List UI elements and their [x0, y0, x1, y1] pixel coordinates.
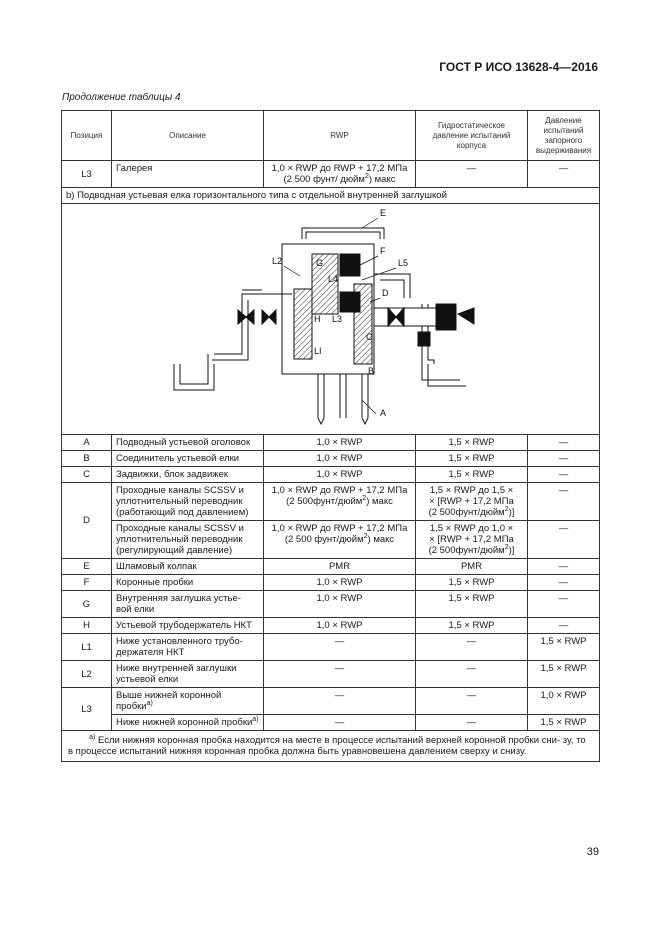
cell-shutoff: 1,5 × RWP	[528, 715, 600, 731]
cell-pos: C	[62, 467, 112, 483]
cell-desc: Проходные каналы SCSSV и уплотнительный переводник (работающий под давлением)	[112, 483, 264, 521]
cell-rwp: —	[264, 715, 416, 731]
cell-hydro: 1,5 × RWP	[416, 575, 528, 591]
col-header-hydro: Гидростатическое давление испытаний корпуса	[416, 111, 528, 161]
horizontal-tree-diagram	[62, 204, 598, 434]
fig-label-l4: L4	[328, 274, 339, 284]
table-row	[62, 661, 600, 688]
cell-desc: Устьевой трубодержатель НКТ	[112, 618, 264, 634]
cell-desc: Ниже внутренней заглушки устьевой елки	[112, 661, 264, 688]
cell-rwp: 1,0 × RWP	[264, 435, 416, 451]
cell-shutoff: 1,5 × RWP	[528, 634, 600, 661]
cell-hydro: 1,5 × RWP	[416, 451, 528, 467]
cell-rwp: 1,0 × RWP	[264, 451, 416, 467]
fig-label-f: F	[380, 246, 386, 256]
footnote-row	[62, 731, 600, 762]
cell-rwp: 1,0 × RWP	[264, 575, 416, 591]
figure-row	[62, 204, 600, 435]
col-header-position: Позиция	[62, 111, 112, 161]
cell-desc: Коронные пробки	[112, 575, 264, 591]
cell-pos: H	[62, 618, 112, 634]
cell-rwp: PMR	[264, 559, 416, 575]
cell-hydro: 1,5 × RWP до 1,5 × × [RWP + 17,2 МПа (2 500фунт/дюйм$^2$)]	[416, 483, 528, 521]
section-b-title: b) Подводная устьевая елка горизонтального типа с отдельной внутренней заглушкой	[62, 188, 600, 204]
fig-label-l2: L2	[272, 256, 283, 266]
cell-rwp: 1,0 × RWP	[264, 467, 416, 483]
cell-pos: B	[62, 451, 112, 467]
cell-pos: L3	[62, 161, 112, 188]
table-row	[62, 483, 600, 521]
cell-shutoff: —	[528, 161, 600, 188]
cell-hydro: —	[416, 161, 528, 188]
cell-shutoff: —	[528, 521, 600, 559]
table-header-row	[62, 111, 600, 161]
fig-label-h: H	[314, 314, 321, 324]
table-row	[62, 161, 600, 188]
cell-rwp: 1,0 × RWP до RWP + 17,2 МПа (2 500 фунт/дюйм$^2$) макс	[264, 521, 416, 559]
cell-rwp: —	[264, 634, 416, 661]
fig-label-b: B	[368, 366, 375, 376]
col-header-description: Описание	[112, 111, 264, 161]
cell-hydro: —	[416, 715, 528, 731]
test-pressure-table	[61, 110, 600, 762]
cell-hydro: 1,5 × RWP	[416, 591, 528, 618]
cell-shutoff: —	[528, 483, 600, 521]
cell-shutoff: —	[528, 575, 600, 591]
cell-shutoff: —	[528, 451, 600, 467]
cell-rwp: —	[264, 688, 416, 715]
table-row	[62, 559, 600, 575]
cell-pos: F	[62, 575, 112, 591]
cell-desc: Шламовый колпак	[112, 559, 264, 575]
fig-label-c: C	[366, 332, 373, 342]
table-row	[62, 451, 600, 467]
table-row	[62, 467, 600, 483]
cell-desc: Подводный устьевой оголовок	[112, 435, 264, 451]
table-row	[62, 591, 600, 618]
cell-pos: G	[62, 591, 112, 618]
cell-shutoff: —	[528, 467, 600, 483]
col-header-rwp: RWP	[264, 111, 416, 161]
fig-label-e: E	[380, 208, 387, 218]
cell-rwp: —	[264, 661, 416, 688]
cell-hydro: 1,5 × RWP	[416, 467, 528, 483]
cell-pos: A	[62, 435, 112, 451]
cell-shutoff: —	[528, 591, 600, 618]
fig-label-d: D	[382, 288, 389, 298]
cell-rwp: 1,0 × RWP	[264, 591, 416, 618]
cell-rwp: 1,0 × RWP до RWP + 17,2 МПа (2 500 фунт/ дюйм$^2$) макс	[264, 161, 416, 188]
cell-pos: L3	[62, 688, 112, 731]
cell-shutoff: 1,5 × RWP	[528, 661, 600, 688]
cell-rwp: 1,0 × RWP до RWP + 17,2 МПа (2 500фунт/дюйм$^2$) макс	[264, 483, 416, 521]
cell-hydro: 1,5 × RWP до 1,0 × × [RWP + 17,2 МПа (2 500фунт/дюйм$^2$)]	[416, 521, 528, 559]
table-row	[62, 618, 600, 634]
cell-hydro: —	[416, 688, 528, 715]
section-row	[62, 188, 600, 204]
cell-rwp: 1,0 × RWP	[264, 618, 416, 634]
table-row	[62, 715, 600, 731]
fig-label-l5: L5	[398, 258, 409, 268]
cell-desc: Галерея	[112, 161, 264, 188]
cell-hydro: —	[416, 634, 528, 661]
cell-pos: D	[62, 483, 112, 559]
tree-diagram-cell	[62, 204, 600, 435]
cell-desc: Проходные каналы SCSSV и уплотнительный переводник (регулирующий давление)	[112, 521, 264, 559]
fig-label-l3: L3	[332, 314, 343, 324]
table-row	[62, 435, 600, 451]
table-row	[62, 634, 600, 661]
table-footnote: $^{a)}$ Если нижняя коронная пробка находится на месте в процессе испытаний верхней коронной пробки сни- зу, то в процессе испытаний нижняя коронная пробка должна быть уравновешена давлением сверху и снизу.	[62, 731, 600, 762]
cell-desc: Выше нижней коронной пробки$^{a)}$	[112, 688, 264, 715]
cell-hydro: 1,5 × RWP	[416, 618, 528, 634]
table-continuation-label: Продолжение таблицы 4	[62, 92, 181, 103]
col-header-shutoff: Давление испытаний запорного выдерживания	[528, 111, 600, 161]
cell-hydro: —	[416, 661, 528, 688]
cell-shutoff: —	[528, 559, 600, 575]
cell-hydro: 1,5 × RWP	[416, 435, 528, 451]
cell-shutoff: —	[528, 435, 600, 451]
cell-pos: E	[62, 559, 112, 575]
cell-pos: L2	[62, 661, 112, 688]
table-row	[62, 575, 600, 591]
fig-label-a: A	[380, 408, 387, 418]
cell-shutoff: —	[528, 618, 600, 634]
fig-label-li: LI	[314, 346, 322, 356]
cell-desc: Ниже нижней коронной пробки$^{a)}$	[112, 715, 264, 731]
cell-shutoff: 1,0 × RWP	[528, 688, 600, 715]
cell-desc: Соединитель устьевой елки	[112, 451, 264, 467]
cell-desc: Внутренняя заглушка устье- вой елки	[112, 591, 264, 618]
standard-header: ГОСТ Р ИСО 13628-4—2016	[439, 60, 598, 74]
cell-pos: L1	[62, 634, 112, 661]
table-row	[62, 688, 600, 715]
cell-desc: Ниже установленного трубо- держателя НКТ	[112, 634, 264, 661]
page-number: 39	[586, 846, 599, 858]
table-row	[62, 521, 600, 559]
fig-label-g: G	[316, 258, 324, 268]
cell-hydro: PMR	[416, 559, 528, 575]
cell-desc: Задвижки, блок задвижек	[112, 467, 264, 483]
